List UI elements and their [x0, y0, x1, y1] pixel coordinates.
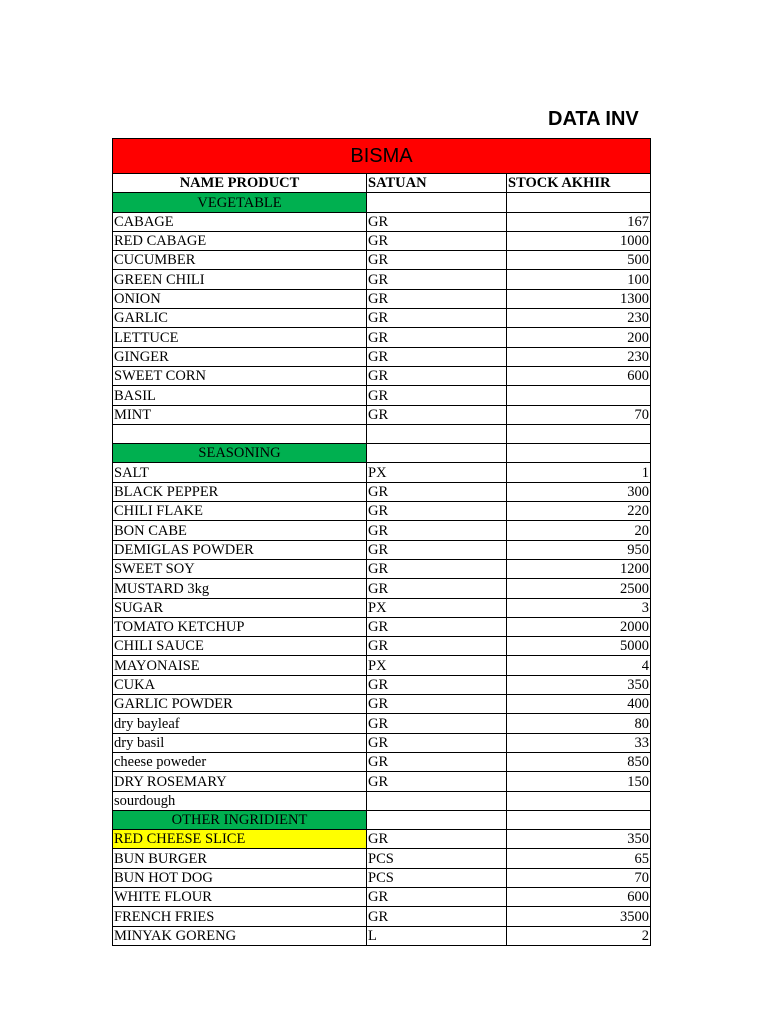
- product-name-cell[interactable]: GARLIC: [113, 309, 367, 328]
- stock-cell[interactable]: 300: [507, 482, 651, 501]
- stock-cell[interactable]: 950: [507, 540, 651, 559]
- product-name-cell[interactable]: CHILI FLAKE: [113, 502, 367, 521]
- satuan-cell[interactable]: PCS: [367, 868, 507, 887]
- stock-cell[interactable]: 600: [507, 887, 651, 906]
- table-row: [113, 752, 651, 771]
- satuan-cell[interactable]: PX: [367, 463, 507, 482]
- table-row: [113, 714, 651, 733]
- product-name-cell[interactable]: DRY ROSEMARY: [113, 772, 367, 791]
- table-row: [113, 289, 651, 308]
- product-name-cell[interactable]: TOMATO KETCHUP: [113, 617, 367, 636]
- product-name-cell[interactable]: BASIL: [113, 386, 367, 405]
- product-name-cell[interactable]: GREEN CHILI: [113, 270, 367, 289]
- product-name-cell[interactable]: [113, 424, 367, 443]
- table-row: [113, 482, 651, 501]
- table-row: [113, 405, 651, 424]
- product-name-cell[interactable]: SWEET SOY: [113, 559, 367, 578]
- product-name-cell[interactable]: BUN BURGER: [113, 849, 367, 868]
- document-title: DATA INV: [548, 108, 639, 130]
- stock-cell[interactable]: 70: [507, 405, 651, 424]
- satuan-cell[interactable]: L: [367, 926, 507, 945]
- stock-cell[interactable]: 500: [507, 251, 651, 270]
- table-row: [113, 695, 651, 714]
- category-row: [113, 810, 651, 829]
- table-row: [113, 559, 651, 578]
- product-name-cell[interactable]: BLACK PEPPER: [113, 482, 367, 501]
- stock-cell[interactable]: 3500: [507, 907, 651, 926]
- stock-cell[interactable]: 2000: [507, 617, 651, 636]
- table-row: [113, 521, 651, 540]
- table-row: [113, 868, 651, 887]
- satuan-cell[interactable]: GR: [367, 289, 507, 308]
- table-row: [113, 617, 651, 636]
- stock-cell[interactable]: 20: [507, 521, 651, 540]
- stock-cell[interactable]: 1300: [507, 289, 651, 308]
- stock-cell[interactable]: 230: [507, 347, 651, 366]
- product-name-cell[interactable]: sourdough: [113, 791, 367, 810]
- category-row: [113, 444, 651, 463]
- satuan-cell[interactable]: GR: [367, 559, 507, 578]
- satuan-cell[interactable]: GR: [367, 482, 507, 501]
- stock-cell[interactable]: 70: [507, 868, 651, 887]
- table-row: [113, 907, 651, 926]
- stock-cell[interactable]: 350: [507, 675, 651, 694]
- table-row: [113, 540, 651, 559]
- table-row: [113, 366, 651, 385]
- satuan-cell[interactable]: GR: [367, 733, 507, 752]
- satuan-cell[interactable]: GR: [367, 521, 507, 540]
- stock-cell[interactable]: [507, 386, 651, 405]
- product-name-cell[interactable]: MINT: [113, 405, 367, 424]
- satuan-cell[interactable]: [367, 193, 507, 212]
- table-row: [113, 309, 651, 328]
- product-name-cell[interactable]: SALT: [113, 463, 367, 482]
- stock-cell[interactable]: 200: [507, 328, 651, 347]
- stock-cell[interactable]: 65: [507, 849, 651, 868]
- stock-cell[interactable]: 2500: [507, 579, 651, 598]
- stock-cell[interactable]: [507, 444, 651, 463]
- product-name-cell[interactable]: BON CABE: [113, 521, 367, 540]
- satuan-cell[interactable]: GR: [367, 579, 507, 598]
- banner-row: [113, 139, 651, 174]
- table-row: [113, 772, 651, 791]
- stock-cell[interactable]: 33: [507, 733, 651, 752]
- stock-cell[interactable]: 80: [507, 714, 651, 733]
- satuan-cell[interactable]: GR: [367, 675, 507, 694]
- stock-cell[interactable]: 1200: [507, 559, 651, 578]
- satuan-cell[interactable]: GR: [367, 617, 507, 636]
- product-name-cell[interactable]: FRENCH FRIES: [113, 907, 367, 926]
- table-row: [113, 270, 651, 289]
- satuan-cell[interactable]: GR: [367, 366, 507, 385]
- satuan-cell[interactable]: GR: [367, 907, 507, 926]
- store-name-cell[interactable]: BISMA: [113, 139, 651, 174]
- stock-cell[interactable]: 3: [507, 598, 651, 617]
- satuan-cell[interactable]: GR: [367, 328, 507, 347]
- product-name-cell[interactable]: CUKA: [113, 675, 367, 694]
- table-row: [113, 424, 651, 443]
- category-label[interactable]: OTHER INGRIDIENT: [113, 810, 367, 829]
- product-name-cell[interactable]: WHITE FLOUR: [113, 887, 367, 906]
- table-row: [113, 926, 651, 945]
- product-name-cell[interactable]: CUCUMBER: [113, 251, 367, 270]
- satuan-cell[interactable]: GR: [367, 714, 507, 733]
- table-row: [113, 733, 651, 752]
- satuan-cell[interactable]: [367, 791, 507, 810]
- stock-cell[interactable]: 2: [507, 926, 651, 945]
- table-row: [113, 656, 651, 675]
- satuan-cell[interactable]: GR: [367, 540, 507, 559]
- category-label[interactable]: VEGETABLE: [113, 193, 367, 212]
- satuan-cell[interactable]: GR: [367, 212, 507, 231]
- satuan-cell[interactable]: [367, 810, 507, 829]
- satuan-cell[interactable]: GR: [367, 386, 507, 405]
- header-stock-akhir[interactable]: STOCK AKHIR: [507, 174, 651, 193]
- stock-cell[interactable]: [507, 193, 651, 212]
- stock-cell[interactable]: 850: [507, 752, 651, 771]
- stock-cell[interactable]: 4: [507, 656, 651, 675]
- stock-cell[interactable]: 1000: [507, 231, 651, 250]
- stock-cell[interactable]: 600: [507, 366, 651, 385]
- table-row: [113, 386, 651, 405]
- table-row: [113, 347, 651, 366]
- product-name-cell[interactable]: MUSTARD 3kg: [113, 579, 367, 598]
- header-row: [113, 174, 651, 193]
- table-row: [113, 637, 651, 656]
- product-name-cell[interactable]: MAYONAISE: [113, 656, 367, 675]
- stock-cell[interactable]: [507, 424, 651, 443]
- product-name-cell[interactable]: DEMIGLAS POWDER: [113, 540, 367, 559]
- stock-cell[interactable]: 167: [507, 212, 651, 231]
- table-row: [113, 579, 651, 598]
- satuan-cell[interactable]: GR: [367, 405, 507, 424]
- stock-cell[interactable]: 5000: [507, 637, 651, 656]
- product-name-cell[interactable]: ONION: [113, 289, 367, 308]
- product-name-cell[interactable]: BUN HOT DOG: [113, 868, 367, 887]
- satuan-cell[interactable]: GR: [367, 251, 507, 270]
- stock-cell[interactable]: 150: [507, 772, 651, 791]
- table-row: [113, 212, 651, 231]
- satuan-cell[interactable]: GR: [367, 830, 507, 849]
- table-row: [113, 849, 651, 868]
- satuan-cell[interactable]: PX: [367, 656, 507, 675]
- table-row: [113, 463, 651, 482]
- product-name-cell[interactable]: SWEET CORN: [113, 366, 367, 385]
- stock-cell[interactable]: 230: [507, 309, 651, 328]
- product-name-cell[interactable]: CHILI SAUCE: [113, 637, 367, 656]
- stock-cell[interactable]: 1: [507, 463, 651, 482]
- table-row: [113, 887, 651, 906]
- satuan-cell[interactable]: GR: [367, 309, 507, 328]
- satuan-cell[interactable]: [367, 424, 507, 443]
- product-name-cell[interactable]: cheese poweder: [113, 752, 367, 771]
- table-row: [113, 675, 651, 694]
- satuan-cell[interactable]: GR: [367, 270, 507, 289]
- stock-cell[interactable]: 350: [507, 830, 651, 849]
- header-name-product[interactable]: NAME PRODUCT: [113, 174, 367, 193]
- product-name-cell[interactable]: GARLIC POWDER: [113, 695, 367, 714]
- category-label[interactable]: SEASONING: [113, 444, 367, 463]
- product-name-cell[interactable]: MINYAK GORENG: [113, 926, 367, 945]
- satuan-cell[interactable]: PCS: [367, 849, 507, 868]
- table-row: [113, 231, 651, 250]
- product-name-cell[interactable]: LETTUCE: [113, 328, 367, 347]
- satuan-cell[interactable]: PX: [367, 598, 507, 617]
- table-row: [113, 251, 651, 270]
- satuan-cell[interactable]: [367, 444, 507, 463]
- table-row: [113, 791, 651, 810]
- product-name-cell[interactable]: GINGER: [113, 347, 367, 366]
- product-name-cell[interactable]: dry basil: [113, 733, 367, 752]
- satuan-cell[interactable]: GR: [367, 502, 507, 521]
- table-row: [113, 328, 651, 347]
- satuan-cell[interactable]: GR: [367, 772, 507, 791]
- stock-cell[interactable]: [507, 791, 651, 810]
- satuan-cell[interactable]: GR: [367, 752, 507, 771]
- product-name-cell[interactable]: CABAGE: [113, 212, 367, 231]
- stock-cell[interactable]: 100: [507, 270, 651, 289]
- header-satuan[interactable]: SATUAN: [367, 174, 507, 193]
- satuan-cell[interactable]: GR: [367, 637, 507, 656]
- product-name-cell[interactable]: RED CHEESE SLICE: [113, 830, 367, 849]
- stock-cell[interactable]: 400: [507, 695, 651, 714]
- satuan-cell[interactable]: GR: [367, 887, 507, 906]
- satuan-cell[interactable]: GR: [367, 347, 507, 366]
- satuan-cell[interactable]: GR: [367, 695, 507, 714]
- satuan-cell[interactable]: GR: [367, 231, 507, 250]
- table-row: [113, 830, 651, 849]
- category-row: [113, 193, 651, 212]
- inventory-table: [112, 138, 651, 946]
- table-row: [113, 502, 651, 521]
- product-name-cell[interactable]: RED CABAGE: [113, 231, 367, 250]
- stock-cell[interactable]: [507, 810, 651, 829]
- product-name-cell[interactable]: dry bayleaf: [113, 714, 367, 733]
- product-name-cell[interactable]: SUGAR: [113, 598, 367, 617]
- stock-cell[interactable]: 220: [507, 502, 651, 521]
- table-row: [113, 598, 651, 617]
